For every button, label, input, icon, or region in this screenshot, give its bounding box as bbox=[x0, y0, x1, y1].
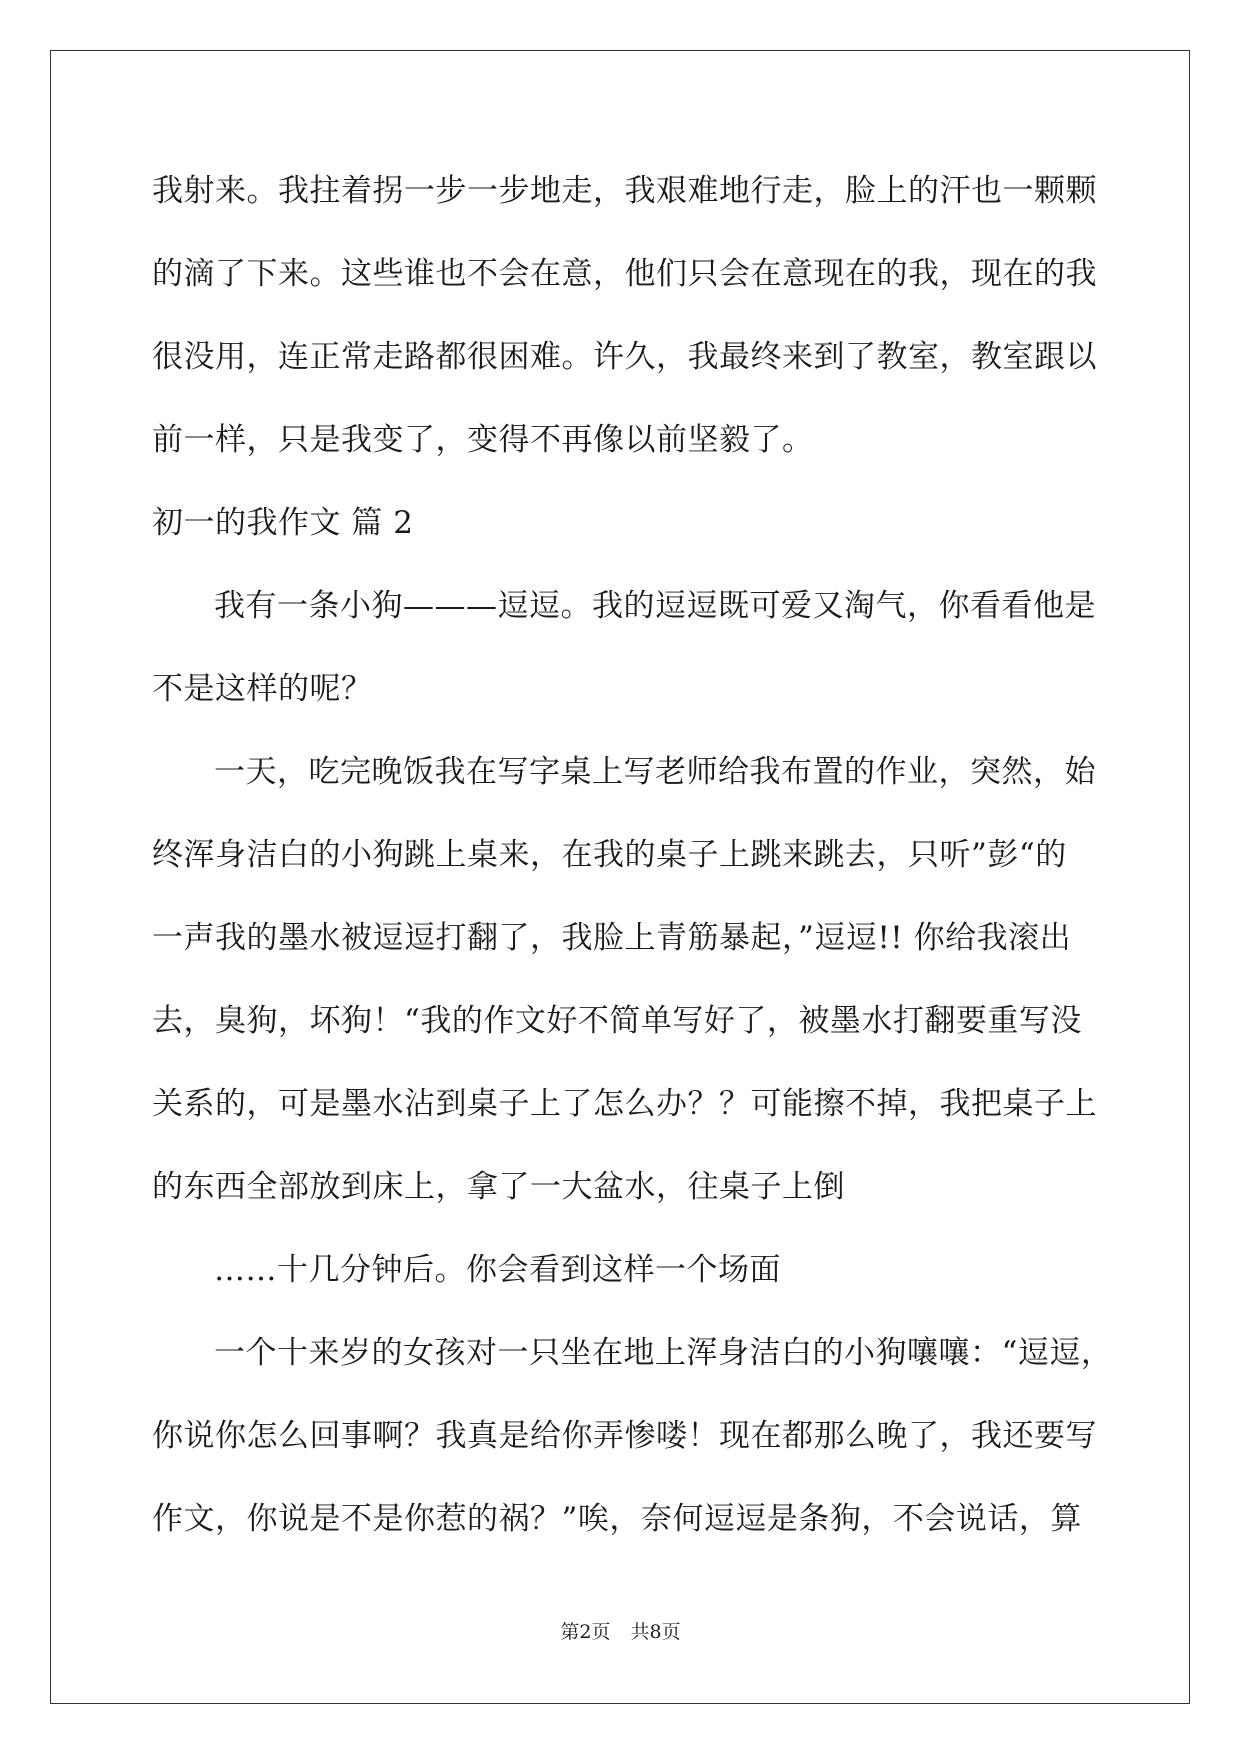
text-line-1: 我射来。我拄着拐一步一步地走，我艰难地行走，脸上的汗也一颗颗 bbox=[152, 173, 1097, 209]
text-line-8: 一天，吃完晚饭我在写字桌上写老师给我布置的作业，突然，始 bbox=[214, 754, 1096, 790]
text-line-11: 去，臭狗，坏狗！“我的作文好不简单写好了，被墨水打翻要重写没 bbox=[152, 1003, 1082, 1039]
text-line-15: 一个十来岁的女孩对一只坐在地上浑身洁白的小狗嚷嚷：“逗逗， bbox=[214, 1335, 1113, 1371]
page-footer bbox=[0, 1620, 1241, 1644]
text-line-2: 的滴了下来。这些谁也不会在意，他们只会在意现在的我，现在的我 bbox=[152, 256, 1097, 292]
page-total: 共8页 bbox=[630, 1621, 681, 1643]
text-line-9: 终浑身洁白的小狗跳上桌来，在我的桌子上跳来跳去，只听”彭“的 bbox=[152, 837, 1067, 873]
text-line-17: 作文，你说是不是你惹的祸？”唉，奈何逗逗是条狗，不会说话，算 bbox=[152, 1501, 1082, 1537]
page-number: 第2页 bbox=[560, 1621, 611, 1643]
document-body bbox=[152, 150, 1113, 1561]
text-line-12: 关系的，可是墨水沾到桌子上了怎么办？？可能擦不掉，我把桌子上 bbox=[152, 1086, 1097, 1122]
text-line-10: 一声我的墨水被逗逗打翻了，我脸上青筋暴起，”逗逗!! 你给我滚出 bbox=[152, 920, 1072, 956]
text-line-14: ……十几分钟后。你会看到这样一个场面 bbox=[214, 1252, 781, 1288]
text-line-6: 我有一条小狗———逗逗。我的逗逗既可爱又淘气，你看看他是 bbox=[214, 588, 1096, 624]
text-line-16: 你说你怎么回事啊？我真是给你弄惨喽！现在都那么晚了，我还要写 bbox=[152, 1418, 1097, 1454]
section-heading: 初一的我作文 篇 2 bbox=[152, 505, 414, 541]
text-line-13: 的东西全部放到床上，拿了一大盆水，往桌子上倒 bbox=[152, 1169, 845, 1205]
text-line-4: 前一样，只是我变了，变得不再像以前坚毅了。 bbox=[152, 422, 814, 458]
text-line-3: 很没用，连正常走路都很困难。许久，我最终来到了教室，教室跟以 bbox=[152, 339, 1097, 375]
text-line-7: 不是这样的呢？ bbox=[152, 671, 373, 707]
